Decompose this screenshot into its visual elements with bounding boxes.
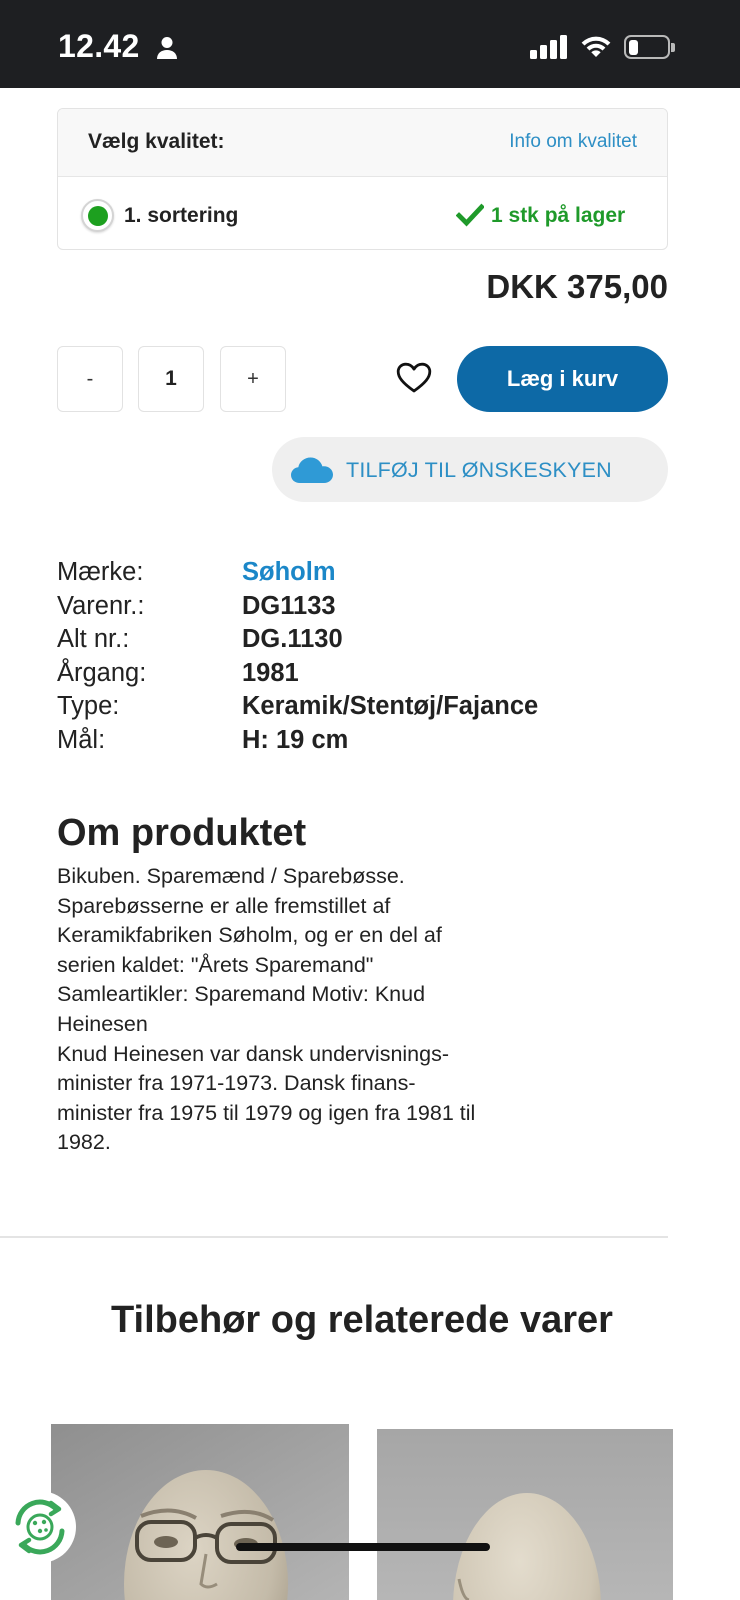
spec-value: DG.1130: [242, 625, 343, 653]
spec-row-item-number: [57, 590, 677, 624]
stock-status: 1 stk på lager: [491, 204, 626, 227]
quality-option-label[interactable]: 1. sortering: [124, 204, 239, 227]
product-specs: [57, 556, 677, 757]
spec-value: 1981: [242, 658, 299, 687]
quality-radio[interactable]: [81, 199, 114, 232]
spec-row-size: [57, 724, 677, 758]
description-line: Knud Heinesen var dansk undervisnings-: [57, 1041, 450, 1066]
description-line: Heinesen: [57, 1011, 148, 1036]
related-product-image[interactable]: [51, 1424, 349, 1600]
spec-row-type: [57, 690, 677, 724]
spec-label: Alt nr.:: [57, 625, 130, 653]
description-line: Bikuben. Sparemænd / Sparebøsse.: [57, 864, 405, 888]
description-line: minister fra 1971-1973. Dansk finans-: [57, 1071, 416, 1096]
battery-icon: [624, 35, 670, 59]
about-description: [57, 862, 677, 1158]
related-product-image[interactable]: [377, 1429, 673, 1600]
quality-header: [58, 109, 667, 177]
description-line: Samleartikler: Sparemand Motiv: Knud: [57, 982, 426, 1007]
description-line: minister fra 1975 til 1979 og igen fra 1981 til: [57, 1100, 476, 1125]
battery-nub: [671, 43, 675, 52]
spec-value: H: 19 cm: [242, 725, 349, 754]
checkmark-icon: [456, 203, 484, 227]
heart-icon[interactable]: [396, 362, 432, 394]
recycle-badge-icon[interactable]: [2, 1489, 78, 1565]
quality-selector: [57, 108, 668, 250]
spec-value: Keramik/Stentøj/Fajance: [242, 692, 539, 720]
quality-title: Vælg kvalitet:: [88, 130, 225, 153]
signal-icon: [530, 34, 568, 59]
description-line: 1982.: [57, 1130, 111, 1155]
radio-selected-dot: [88, 206, 108, 226]
battery-level: [629, 40, 638, 55]
description-line: Sparebøsserne er alle fremstillet af: [57, 893, 391, 918]
quantity-decrease-button[interactable]: -: [57, 346, 123, 412]
spec-label: Årgang:: [57, 658, 147, 687]
quality-info-link[interactable]: Info om kvalitet: [509, 131, 637, 152]
cloud-icon: [290, 456, 334, 484]
quantity-input[interactable]: [138, 346, 204, 412]
spec-row-year: [57, 657, 677, 691]
add-to-cart-button[interactable]: Læg i kurv: [457, 346, 668, 412]
wishlist-label: TILFØJ TIL ØNSKESKYEN: [346, 458, 612, 482]
spec-label: Mærke:: [57, 558, 144, 586]
description-line: serien kaldet: "Årets Sparemand": [57, 952, 374, 977]
spec-row-brand: [57, 556, 677, 590]
spec-label: Varenr.:: [57, 591, 145, 620]
status-time: 12.42: [58, 28, 140, 64]
product-price: DKK 375,00: [486, 268, 668, 305]
spec-label: Type:: [57, 692, 120, 720]
related-heading: Tilbehør og relaterede varer: [111, 1299, 613, 1341]
wifi-icon: [580, 35, 612, 59]
person-icon: [156, 36, 178, 60]
home-indicator[interactable]: [236, 1543, 490, 1551]
spec-value: DG1133: [242, 591, 336, 620]
section-divider: [0, 1236, 668, 1238]
spec-row-alt-number: [57, 623, 677, 657]
status-bar: [0, 0, 740, 88]
quantity-increase-button[interactable]: +: [220, 346, 286, 412]
description-line: Keramikfabriken Søholm, og er en del af: [57, 923, 442, 948]
about-heading: Om produktet: [57, 812, 307, 854]
spec-label: Mål:: [57, 725, 106, 754]
brand-link[interactable]: Søholm: [242, 558, 336, 586]
add-to-wishlist-button[interactable]: [272, 437, 668, 502]
